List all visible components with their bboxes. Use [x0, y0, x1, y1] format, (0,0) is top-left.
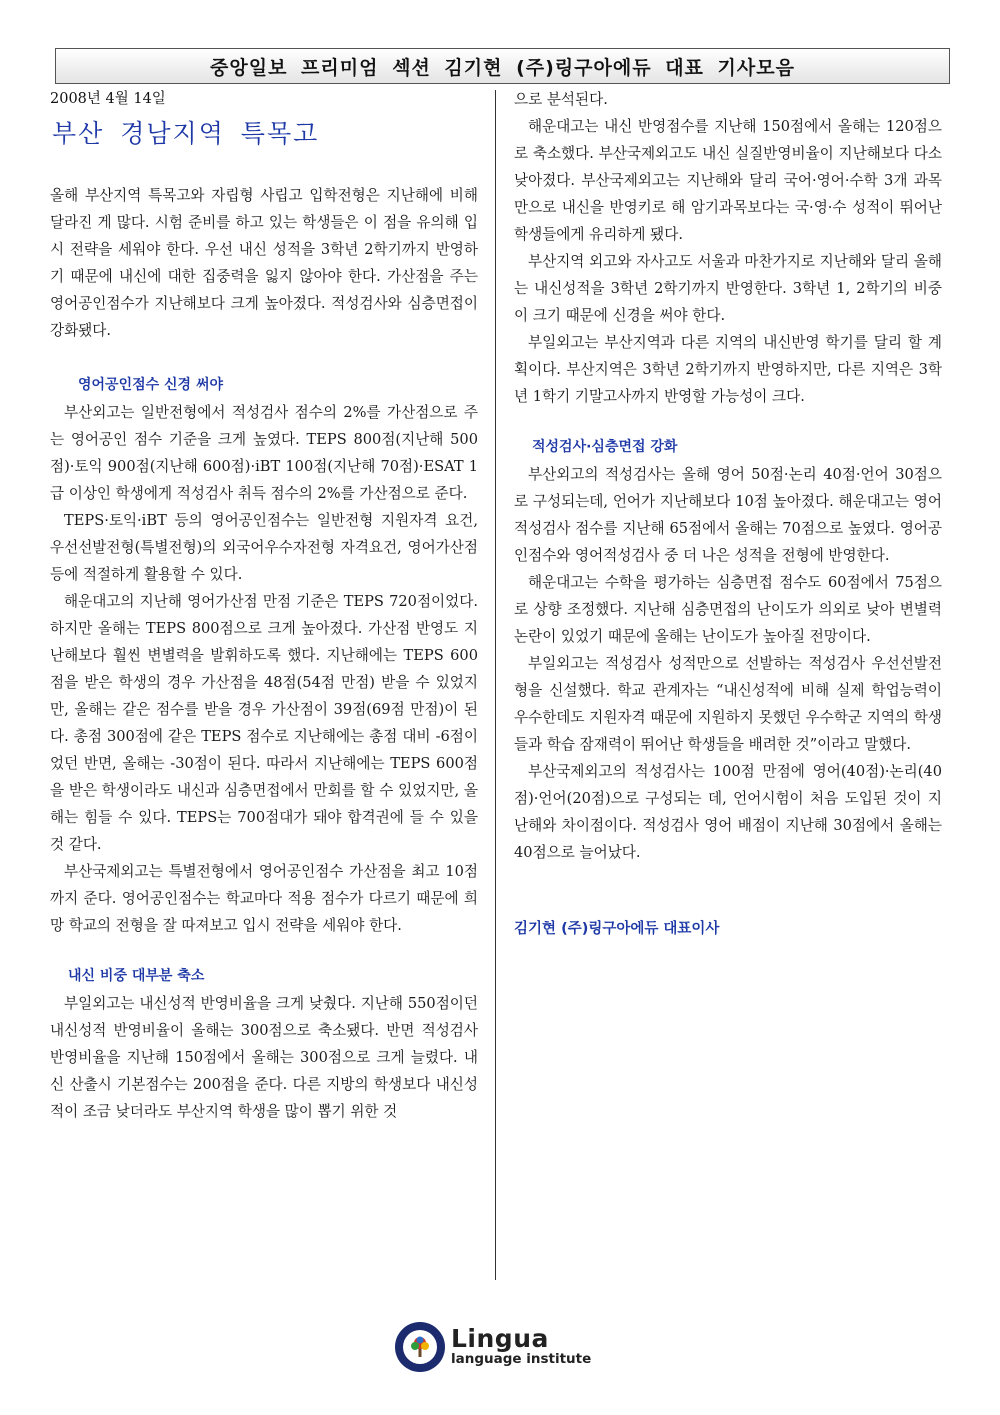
section-heading-aptitude-interview: 적성검사·심층면접 강화 [532, 439, 678, 455]
paragraph: 부산국제외고는 특별전형에서 영어공인점수 가산점을 최고 10점까지 준다. 영어공인점수는 학교마다 적용 점수가 다르기 때문에 희망 학교의 전형을 잘 따져보고 입시 전략을 세워야 한다. [50, 863, 478, 934]
article-date: 2008년 4월 14일 [50, 91, 166, 107]
logo-name: Lingua [451, 1324, 549, 1353]
paragraph: 해운대고는 내신 반영점수를 지난해 150점에서 올해는 120점으로 축소했다. 부산국제외고도 내신 실질반영비율이 지난해보다 다소 낮아졌다. 부산국제외고는 지난해와 달리 국어·영어·수학 3개 과목만으로 내신을 반영키로 해 암기과목보다는 국·영·수 성적이 뛰어난 학생들에게 유리하게 됐다. [514, 118, 942, 243]
paragraph: TEPS·토익·iBT 등의 영어공인점수는 일반전형 지원자격 요건, 우선선발전형(특별전형)의 외국어우수자전형 자격요건, 영어가산점 등에 적절하게 활용할 수 있다. [50, 512, 478, 583]
paragraph: 해운대고의 지난해 영어가산점 만점 기준은 TEPS 720점이었다. 하지만 올해는 TEPS 800점으로 크게 높아졌다. 가산점 반영도 지난해보다 훨씬 변별력을 발휘하도록 했다. 지난해에는 TEPS 600점을 받은 학생의 경우 가산점을 48점(54점 만점) 받을 수 있었지만, 올해는 같은 점수를 받을 경우 가산점이 39점(69점 만점)이 된다. 총점 300점에 같은 TEPS 점수로 지난해에는 총점 대비 -6점이었던 반면, 올해는 -30점이 된다. 따라서 지난해에는 TEPS 600점을 받은 학생이라도 내신과 심층면접에서 만회를 할 수 있었지만, 올해는 힘들 수 있다. TEPS는 700점대가 돼야 합격권에 들 수 있을 것 같다. [50, 593, 478, 853]
paragraph: 부산국제외고의 적성검사는 100점 만점에 영어(40점)·논리(40점)·언어(20점)으로 구성되는 데, 언어시험이 처음 도입된 것이 지난해와 차이점이다. 적성검사 영어 배점이 지난해 30점에서 올해는 40점으로 늘어났다. [514, 763, 942, 861]
paragraph: 부일외고는 적성검사 성적만으로 선발하는 적성검사 우선선발전형을 신설했다. 학교 관계자는 “내신성적에 비해 실제 학업능력이 우수한데도 지원자격 때문에 지원하지 못했던 우수학군 지역의 학생들과 학습 잠재력이 뛰어난 학생들을 배려한 것”이라고 말했다. [514, 655, 942, 753]
page-header-title: 중앙일보 프리미엄 섹션 김기현 (주)링구아에듀 대표 기사모음 [55, 48, 950, 84]
article-byline: 김기현 (주)링구아에듀 대표이사 [514, 921, 720, 937]
section-heading-english-score: 영어공인점수 신경 써야 [78, 377, 223, 393]
paragraph: 부산외고는 일반전형에서 적성검사 점수의 2%를 가산점으로 주는 영어공인 점수 기준을 크게 높였다. TEPS 800점(지난해 500점)·토익 900점(지난해 600점)·iBT 100점(지난해 70점)·ESAT 1급 이상인 학생에게 적성검사 취득 점수의 2%를 가산점으로 준다. [50, 404, 478, 502]
paragraph: 부산외고의 적성검사는 올해 영어 50점·논리 40점·언어 30점으로 구성되는데, 언어가 지난해보다 10점 높아졌다. 해운대고는 영어적성검사 점수를 지난해 65점에서 올해는 70점으로 높였다. 영어공인점수와 영어적성검사 중 더 나은 성적을 전형에 반영한다. [514, 466, 942, 564]
lingua-logo [395, 1322, 625, 1372]
paragraph: 부일외고는 내신성적 반영비율을 크게 낮췄다. 지난해 550점이던 내신성적 반영비율이 올해는 300점으로 축소됐다. 반면 적성검사 반영비율을 지난해 150점에서 올해는 300점으로 크게 늘렸다. 내신 산출시 기본점수는 200점을 준다. 다른 지방의 학생보다 내신성적이 조금 낮더라도 부산지역 학생을 많이 뽑기 위한 것 [50, 995, 478, 1120]
paragraph: 부산지역 외고와 자사고도 서울과 마찬가지로 지난해와 달리 올해는 내신성적을 3학년 2학기까지 반영한다. 3학년 1, 2학기의 비중이 크기 때문에 신경을 써야 한다. [514, 253, 942, 324]
logo-subtitle: language institute [451, 1351, 592, 1367]
paragraph: 해운대고는 수학을 평가하는 심층면접 점수도 60점에서 75점으로 상향 조정했다. 지난해 심층면접의 난이도가 의외로 낮아 변별력 논란이 있었기 때문에 올해는 난이도가 높아질 전망이다. [514, 574, 942, 645]
article-column-right [514, 86, 942, 943]
article-column-left [50, 88, 478, 1125]
article-headline: 부산 경남지역 특목고 [52, 119, 320, 148]
article-intro: 올해 부산지역 특목고와 자립형 사립고 입학전형은 지난해에 비해 달라진 게 많다. 시험 준비를 하고 있는 학생들은 이 점을 유의해 입시 전략을 세워야 한다. 우선 내신 성적을 3학년 2학기까지 반영하기 때문에 내신에 대한 집중력을 잃지 않아야 한다. 가산점을 주는 영어공인점수가 지난해보다 크게 높아졌다. 적성검사와 심층면접이 강화됐다. [50, 187, 478, 339]
column-divider [495, 90, 496, 1280]
paragraph: 부일외고는 부산지역과 다른 지역의 내신반영 학기를 달리 할 계획이다. 부산지역은 3학년 2학기까지 반영하지만, 다른 지역은 3학년 1학기 기말고사까지 반영할 가능성이 크다. [514, 334, 942, 405]
lingua-seal-icon [395, 1322, 445, 1372]
paragraph-continued: 으로 분석된다. [514, 91, 608, 108]
section-heading-school-record: 내신 비중 대부분 축소 [68, 968, 205, 984]
